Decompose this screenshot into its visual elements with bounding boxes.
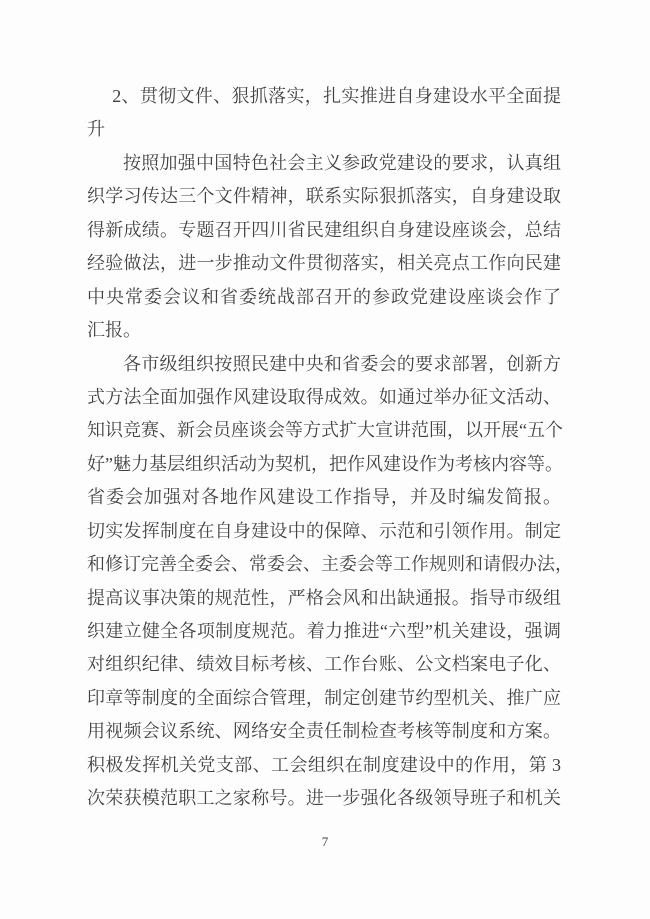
text-line: 式方法全面加强作风建设取得成效。如通过举办征文活动、 bbox=[87, 386, 561, 407]
text-line: 知识竞赛、新会员座谈会等方式扩大宣讲范围，以开展“五个 bbox=[87, 420, 563, 441]
text-line: 和修订完善全委会、常委会、主委会等工作规则和请假办法， bbox=[87, 554, 573, 575]
page-number: 7 bbox=[321, 834, 329, 849]
text-line: 对组织纪律、绩效目标考核、工作台账、公文档案电子化、 bbox=[87, 654, 561, 675]
text-line: 2、贯彻文件、狠抓落实，扎实推进自身建设水平全面提 bbox=[112, 86, 561, 106]
text-line: 织建立健全各项制度规范。着力推进“六型”机关建设，强调 bbox=[87, 621, 561, 641]
text-line: 好”魅力基层组织活动为契机，把作风建设作为考核内容等。 bbox=[87, 453, 563, 474]
text-line: 汇报。 bbox=[87, 320, 141, 341]
text-line: 按照加强中国特色社会主义参政党建设的要求，认真组 bbox=[123, 152, 561, 173]
text-line: 次荣获模范职工之家称号。进一步强化各级领导班子和机关 bbox=[87, 788, 561, 809]
text-line: 切实发挥制度在自身建设中的保障、示范和引领作用。制定 bbox=[87, 520, 561, 541]
page-footer bbox=[0, 834, 650, 850]
text-line: 升 bbox=[87, 119, 105, 140]
text-line: 用视频会议系统、网络安全责任制检查考核等制度和方案。 bbox=[87, 721, 561, 742]
text-line: 经验做法，进一步推动文件贯彻落实，相关亮点工作向民建 bbox=[87, 253, 561, 274]
text-line: 省委会加强对各地作风建设工作指导，并及时编发简报。 bbox=[87, 487, 561, 508]
document-body bbox=[87, 80, 573, 816]
text-line: 中央常委会议和省委统战部召开的参政党建设座谈会作了 bbox=[87, 286, 561, 307]
text-line: 得新成绩。专题召开四川省民建组织自身建设座谈会，总结 bbox=[87, 219, 561, 240]
text-line: 积极发挥机关党支部、工会组织在制度建设中的作用，第 3 bbox=[87, 754, 561, 775]
text-line: 织学习传达三个文件精神，联系实际狠抓落实，自身建设取 bbox=[87, 186, 561, 207]
text-line: 印章等制度的全面综合管理，制定创建节约型机关、推广应 bbox=[87, 687, 561, 708]
text-line: 各市级组织按照民建中央和省委会的要求部署，创新方 bbox=[123, 353, 561, 374]
text-line: 提高议事决策的规范性，严格会风和出缺通报。指导市级组 bbox=[87, 587, 561, 608]
